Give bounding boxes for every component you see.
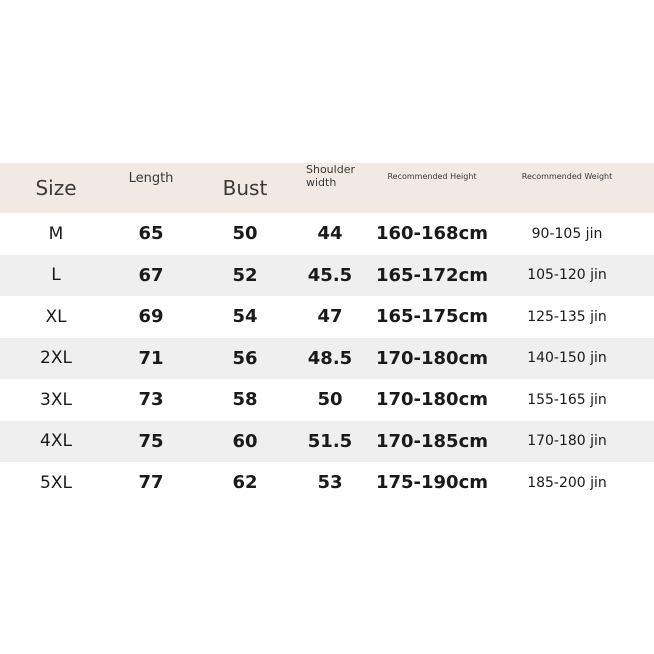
- cell-size: 5XL: [40, 472, 72, 493]
- cell-bust: 54: [232, 306, 258, 328]
- header-shoulder-line1: Shoulder: [306, 163, 355, 176]
- cell-shoulder: 45.5: [307, 264, 353, 286]
- cell-bust: 62: [232, 472, 258, 494]
- cell-length: 69: [138, 306, 164, 328]
- cell-weight: 140-150 jin: [527, 350, 607, 367]
- cell-size: 4XL: [40, 431, 72, 452]
- cell-size: 3XL: [40, 389, 72, 410]
- cell-shoulder: 47: [317, 306, 343, 328]
- cell-height: 165-172cm: [375, 264, 489, 286]
- cell-weight: 105-120 jin: [527, 267, 607, 284]
- header-size: Size: [35, 176, 77, 200]
- table-header: [0, 163, 654, 213]
- cell-bust: 50: [232, 223, 258, 245]
- size-chart-table: [0, 163, 654, 504]
- cell-shoulder: 51.5: [307, 430, 353, 452]
- table-row: [0, 379, 654, 421]
- cell-bust: 60: [232, 430, 258, 452]
- cell-height: 170-180cm: [375, 389, 489, 411]
- header-recommended-height: Recommended Height: [387, 171, 477, 181]
- cell-weight: 125-135 jin: [527, 308, 607, 325]
- cell-length: 75: [138, 430, 164, 452]
- header-shoulder-line2: width: [306, 176, 337, 189]
- header-recommended-weight: Recommended Weight: [521, 171, 613, 181]
- cell-height: 170-180cm: [375, 347, 489, 369]
- cell-bust: 56: [232, 347, 258, 369]
- cell-length: 71: [138, 347, 164, 369]
- cell-shoulder: 53: [317, 472, 343, 494]
- table-row: [0, 338, 654, 380]
- table-row: [0, 296, 654, 338]
- cell-shoulder: 50: [317, 389, 343, 411]
- cell-size: M: [48, 223, 64, 244]
- cell-shoulder: 44: [317, 223, 343, 245]
- cell-size: 2XL: [40, 348, 72, 369]
- cell-height: 160-168cm: [375, 223, 489, 245]
- header-shoulder-width: [298, 163, 362, 213]
- cell-bust: 58: [232, 389, 258, 411]
- cell-bust: 52: [232, 264, 258, 286]
- cell-shoulder: 48.5: [307, 347, 353, 369]
- cell-weight: 90-105 jin: [531, 225, 603, 242]
- cell-length: 73: [138, 389, 164, 411]
- cell-height: 170-185cm: [375, 430, 489, 452]
- cell-height: 165-175cm: [375, 306, 489, 328]
- cell-size: L: [51, 265, 61, 286]
- cell-weight: 170-180 jin: [527, 433, 607, 450]
- cell-length: 77: [138, 472, 164, 494]
- table-row: [0, 421, 654, 463]
- cell-weight: 155-165 jin: [527, 391, 607, 408]
- table-row: [0, 255, 654, 297]
- header-length: Length: [128, 170, 174, 186]
- cell-length: 65: [138, 223, 164, 245]
- cell-height: 175-190cm: [375, 472, 489, 494]
- cell-length: 67: [138, 264, 164, 286]
- header-bust: Bust: [222, 176, 268, 200]
- cell-weight: 185-200 jin: [527, 474, 607, 491]
- cell-size: XL: [45, 306, 67, 327]
- table-row: [0, 462, 654, 504]
- table-row: [0, 213, 654, 255]
